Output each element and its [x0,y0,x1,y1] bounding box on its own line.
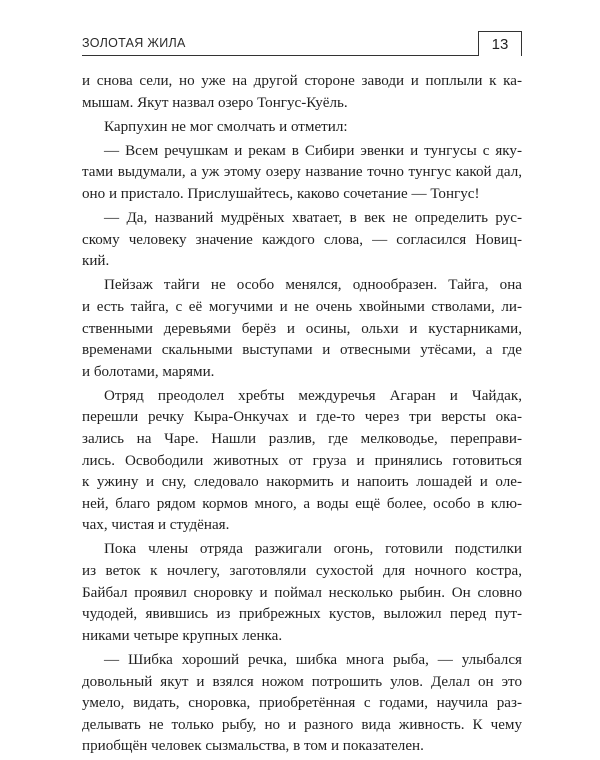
paragraph [82,650,522,758]
text-line: Пейзаж тайги не особо менялся, однообразен. Тайга, она [104,277,522,294]
text-line: чах, чистая и студёная. [82,517,230,534]
text-line: чудодей, явившись из прибрежных кустов, выложил перед пут- [82,606,522,623]
paragraph [82,539,522,647]
text-line: умело, видать, сноровка, приобретённая с годами, научила раз- [82,695,522,712]
text-line: Пока члены отряда разжигали огонь, готовили подстилки [104,541,522,558]
paragraph [82,386,522,537]
paragraph [82,71,522,114]
body-text [82,71,522,760]
page-number: 13 [491,36,509,53]
text-line: — Да, названий мудрёных хватает, в век не определить рус- [104,210,522,227]
text-line: Байбал проявил сноровку и поймал несколько рыбин. Он словно [82,584,522,601]
text-line: — Всем речушкам и рекам в Сибири эвенки и тунгусы с яку- [104,142,522,159]
paragraph [82,141,522,206]
text-line: и снова сели, но уже на другой стороне заводи и поплыли к ка- [82,73,522,89]
text-line: временами скальными выступами и отвесными утёсами, а где [82,342,522,359]
page-number-box [478,31,522,56]
text-line: приобщён человек сызмальства, в том и показателен. [82,738,424,755]
running-title: ЗОЛОТАЯ ЖИЛА [82,36,186,50]
text-line: перешли речку Кыра-Онкучах и где-то через три версты ока- [82,409,522,426]
text-line: кий. [82,253,110,270]
text-line: скому человеку значение каждого слова, — согласился Новиц- [82,231,522,248]
text-line: лись. Освободили животных от груза и принялись готовиться [82,452,522,469]
text-line: ней, благо рядом кормов много, а воды ещё более, особо в клю- [82,495,522,512]
text-line: зались на Чаре. Нашли разлив, где мелководье, переправи- [82,431,522,447]
text-line: — Шибка хороший речка, шибка многа рыба, — улыбался [104,651,522,668]
text-line: довольный якут и взялся ножом потрошить улов. Делал он это [82,673,522,690]
text-line: и болотами, марями. [82,363,215,380]
text-line: тами выдумали, а уж этому озеру название точно тунгус какой дал, [82,164,522,181]
text-line: из веток к ночлегу, заготовляли сухостой для ночного костра, [82,563,522,580]
text-line: делывать не только рыбу, но и разного вида живность. К чему [82,716,522,733]
text-line: Отряд преодолел хребты междуречья Агаран и Чайдак, [104,387,522,404]
text-line: ственными деревьями берёз и осины, ольхи и кустарниками, [82,320,522,337]
text-line: к ужину и сну, следовало накормить и напоить лошадей и оле- [82,474,522,491]
text-line: и есть тайга, с её могучими и не очень хвойными стволами, ли- [82,298,522,315]
header-rule [82,55,522,56]
text-line: оно и пристало. Прислушайтесь, каково сочетание — Тонгус! [82,185,480,202]
text-line: мышам. Якут назвал озеро Тонгус-Куёль. [82,94,348,111]
paragraph [82,208,522,273]
running-header [82,30,522,58]
text-line: никами четыре крупных ленка. [82,627,283,644]
paragraph [82,117,522,139]
paragraph [82,275,522,383]
text-line: Карпухин не мог смолчать и отметил: [104,118,348,135]
